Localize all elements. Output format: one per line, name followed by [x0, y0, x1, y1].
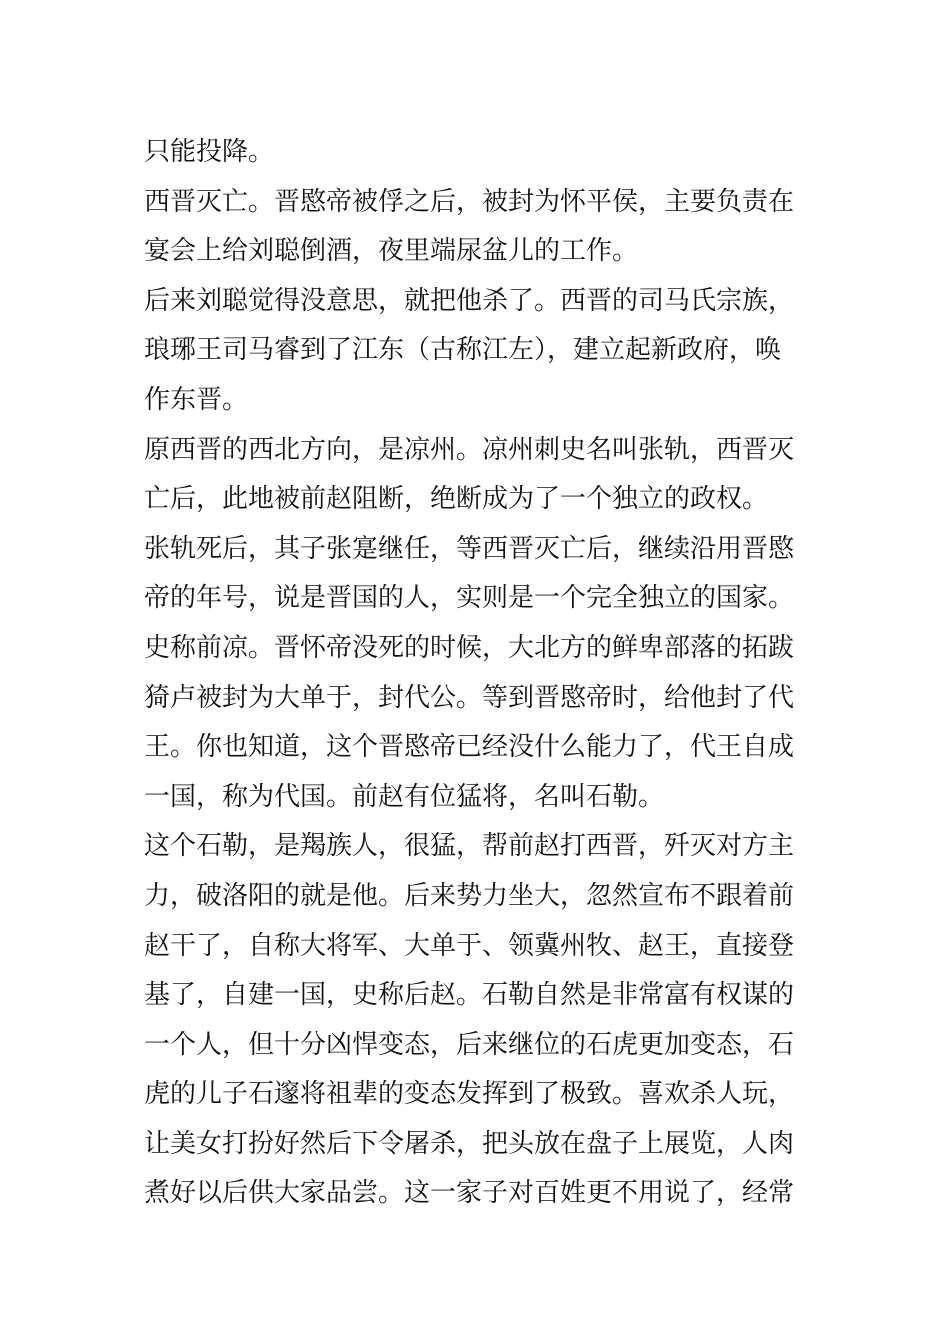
paragraph: 史称前凉。晋怀帝没死的时候，大北方的鲜卑部落的拓跋 猗卢被封为大单于，封代公。等到晋愍帝时，给他封了代 王。你也知道，这个晋愍帝已经没什么能力了，代王自成 一国，称为代国。前赵有位猛将，名叫石勒。 — [144, 632, 795, 812]
paragraph: 西晋灭亡。晋愍帝被俘之后，被封为怀平侯，主要负责在 宴会上给刘聪倒酒，夜里端尿盆儿的工作。 — [144, 186, 795, 267]
body-text — [144, 128, 804, 1219]
paragraph: 张轨死后，其子张寔继任，等西晋灭亡后，继续沿用晋愍 帝的年号，说是晋国的人，实则是一个完全独立的国家。 — [144, 533, 795, 614]
paragraph: 只能投降。 — [144, 137, 275, 167]
paragraph: 这个石勒，是羯族人，很猛，帮前赵打西晋，歼灭对方主 力，破洛阳的就是他。后来势力坐大，忽然宣布不跟着前 赵干了，自称大将军、大单于、领冀州牧、赵王，直接登 基了，自建一国，史称后赵。石勒自然是非常富有权谋的 一个人，但十分凶悍变态，后来继位的石虎更加变态，石 虎的儿子石邃将祖辈的变态发挥到了极致。喜欢杀人玩， 让美女打扮好然后下令屠杀，把头放在盘子上展览，人肉 煮好以后供大家品尝。这一家子对百姓更不用说了，经常 — [144, 831, 795, 1209]
paragraph: 原西晋的西北方向，是凉州。凉州刺史名叫张轨，西晋灭 亡后，此地被前赵阻断，绝断成为了一个独立的政权。 — [144, 434, 795, 515]
paragraph: 后来刘聪觉得没意思，就把他杀了。西晋的司马氏宗族， 琅琊王司马睿到了江东（古称江左），建立起新政府，唤 作东晋。 — [144, 285, 795, 415]
